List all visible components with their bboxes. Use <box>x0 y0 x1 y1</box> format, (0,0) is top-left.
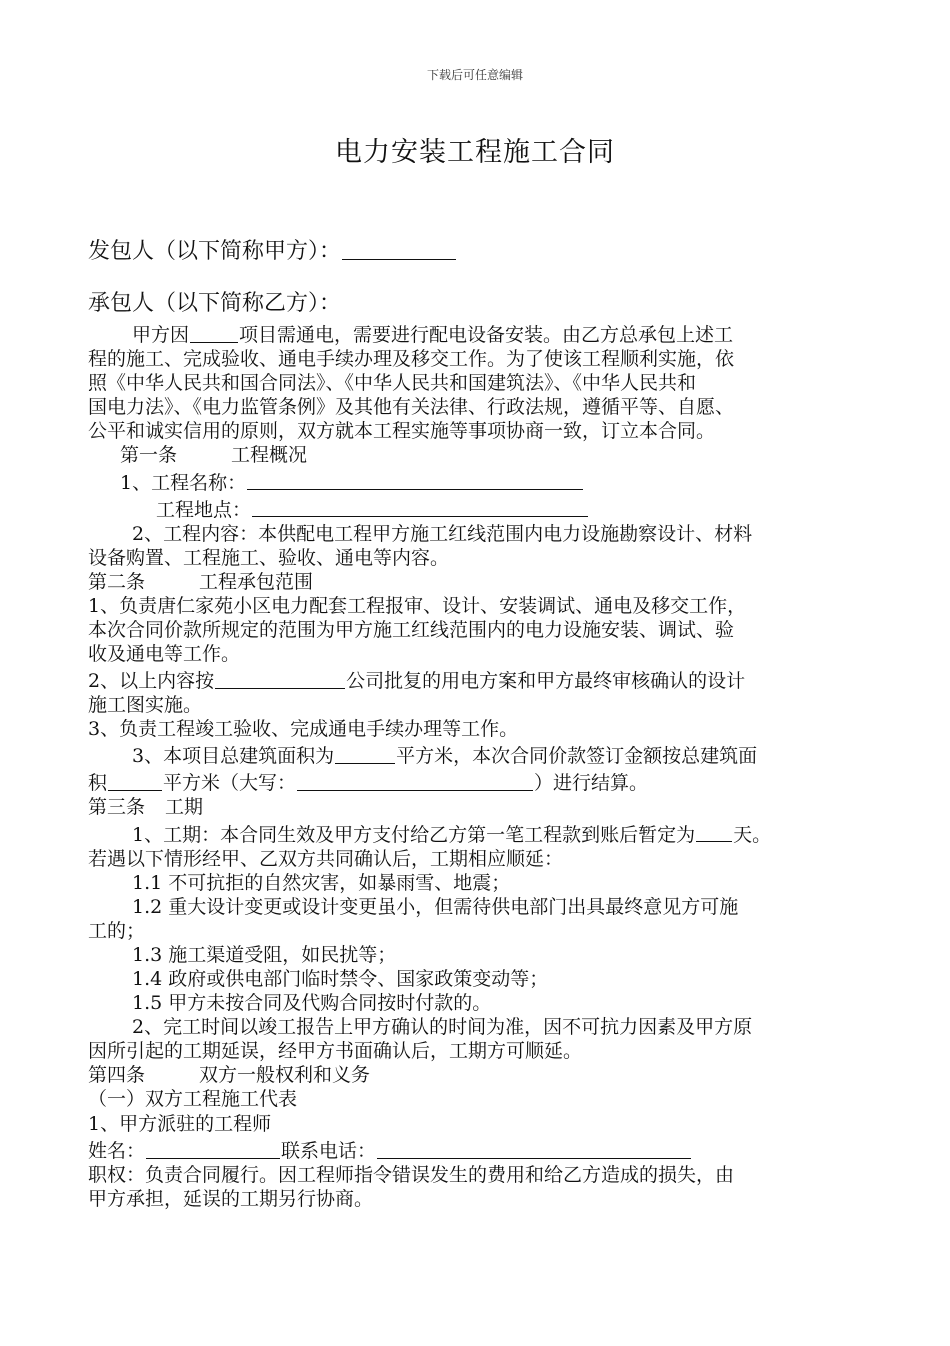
area-blank <box>335 743 395 764</box>
project-content-line: 设备购置、工程施工、验收、通电等内容。 <box>88 546 450 569</box>
header-note: 下载后可任意编辑 <box>426 68 523 82</box>
article-number: 第四条 <box>88 1064 146 1087</box>
engineer-phone-label: 联系电话： <box>281 1139 377 1162</box>
period-item: 1.4 政府或供电部门临时禁令、国家政策变动等； <box>132 968 549 990</box>
settled-area-blank <box>108 770 162 791</box>
period-line: 因所引起的工期延误，经甲方书面确认后，工期方可顺延。 <box>88 1040 583 1063</box>
project-name-label: 1、工程名称： <box>120 471 247 494</box>
preamble-line: 公平和诚实信用的原则，双方就本工程实施等事项协商一致，订立本合同。 <box>88 420 716 443</box>
preamble-line: 程的施工、完成验收、通电手续办理及移交工作。为了使该工程顺利实施，依 <box>88 348 735 371</box>
scope-line <box>88 666 868 693</box>
project-name-line <box>88 468 868 495</box>
employer-line <box>88 234 457 265</box>
period-item: 1.1 不可抗拒的自然灾害，如暴雨雪、地震； <box>132 871 511 894</box>
scope-line: 1、负责唐仁家苑小区电力配套工程报审、设计、安装调试、通电及移交工作， <box>88 594 747 617</box>
article-3-heading <box>88 795 868 819</box>
period-item: 1.3 施工渠道受阻，如民扰等； <box>132 943 397 966</box>
engineer-duty-line: 甲方承担，延误的工期另行协商。 <box>88 1187 374 1210</box>
employer-label: 发包人（以下简称甲方）： <box>88 239 342 265</box>
scope-text: ）进行结算。 <box>534 772 649 795</box>
representative-subheading: （一）双方工程施工代表 <box>88 1088 298 1111</box>
scope-text: 积 <box>88 772 108 795</box>
scope-line: 3、负责工程竣工验收、完成通电手续办理等工作。 <box>88 718 519 741</box>
article-number: 第一条 <box>120 444 178 467</box>
article-title: 工程概况 <box>231 444 308 467</box>
preamble-text: 项目需通电，需要进行配电设备安装。由乙方总承包上述工 <box>239 323 734 346</box>
scope-text: 公司批复的用电方案和甲方最终审核确认的设计 <box>346 670 746 693</box>
days-blank <box>696 822 732 843</box>
preamble-line <box>88 320 868 347</box>
employer-blank <box>342 236 456 260</box>
engineer-contact-line <box>88 1136 868 1163</box>
article-2-heading <box>88 570 868 594</box>
article-title: 工程承包范围 <box>199 570 314 593</box>
period-text: 天。 <box>733 823 772 846</box>
contract-title: 电力安装工程施工合同 <box>335 137 615 168</box>
scope-text: 3、本项目总建筑面积为 <box>132 745 335 768</box>
article-number: 第二条 <box>88 570 146 593</box>
project-name-blank <box>247 470 583 491</box>
period-text: 1、工期：本合同生效及甲方支付给乙方第一笔工程款到账后暂定为 <box>132 823 696 846</box>
preamble-line: 国电力法》、《电力监管条例》及其他有关法律、行政法规，遵循平等、自愿、 <box>88 396 735 419</box>
project-location-blank <box>252 497 588 518</box>
article-1-heading <box>88 443 868 467</box>
period-item: 1.2 重大设计变更或设计变更虽小，但需待供电部门出具最终意见方可施 <box>132 895 739 918</box>
contract-body <box>88 320 868 1211</box>
period-line: 2、完工时间以竣工报告上甲方确认的时间为准，因不可抗力因素及甲方原 <box>132 1016 753 1039</box>
scope-line: 施工图实施。 <box>88 694 203 717</box>
scope-line: 本次合同价款所规定的范围为甲方施工红线范围内的电力设施安装、调试、验 <box>88 618 735 641</box>
article-4-heading <box>88 1063 868 1087</box>
scope-text: 平方米（大写： <box>163 772 297 795</box>
amount-in-words-blank <box>297 770 533 791</box>
company-blank <box>215 668 345 689</box>
scope-text: 2、以上内容按 <box>88 670 215 693</box>
engineer-phone-blank <box>377 1138 691 1159</box>
scope-line: 收及通电等工作。 <box>88 643 241 666</box>
scope-line <box>88 768 868 795</box>
period-line: 若遇以下情形经甲、乙双方共同确认后，工期相应顺延： <box>88 847 564 870</box>
project-location-line <box>88 495 868 522</box>
article-title: 工期 <box>165 796 204 819</box>
project-blank <box>190 322 238 343</box>
scope-line <box>88 741 868 768</box>
preamble-text: 甲方因 <box>132 323 190 346</box>
scope-text: 平方米，本次合同价款签订金额按总建筑面 <box>396 745 758 768</box>
article-title: 双方一般权利和义务 <box>199 1064 371 1087</box>
period-line <box>88 820 868 847</box>
article-number: 第三条 <box>88 796 146 819</box>
period-item: 工的； <box>88 919 146 942</box>
engineer-duty-line: 职权：负责合同履行。因工程师指令错误发生的费用和给乙方造成的损失，由 <box>88 1163 735 1186</box>
engineer-name-blank <box>146 1138 280 1159</box>
preamble-line: 照《中华人民共和国合同法》、《中华人民共和国建筑法》、《中华人民共和 <box>88 372 697 395</box>
period-item: 1.5 甲方未按合同及代购合同按时付款的。 <box>132 992 492 1015</box>
engineer-name-label: 姓名： <box>88 1139 146 1162</box>
project-location-label: 工程地点： <box>156 498 252 521</box>
project-content-line: 2、工程内容：本供配电工程甲方施工红线范围内电力设施勘察设计、材料 <box>132 522 753 545</box>
engineer-item: 1、甲方派驻的工程师 <box>88 1112 272 1135</box>
contractor-label: 承包人（以下简称乙方）： <box>88 291 342 316</box>
contractor-line <box>88 286 341 317</box>
